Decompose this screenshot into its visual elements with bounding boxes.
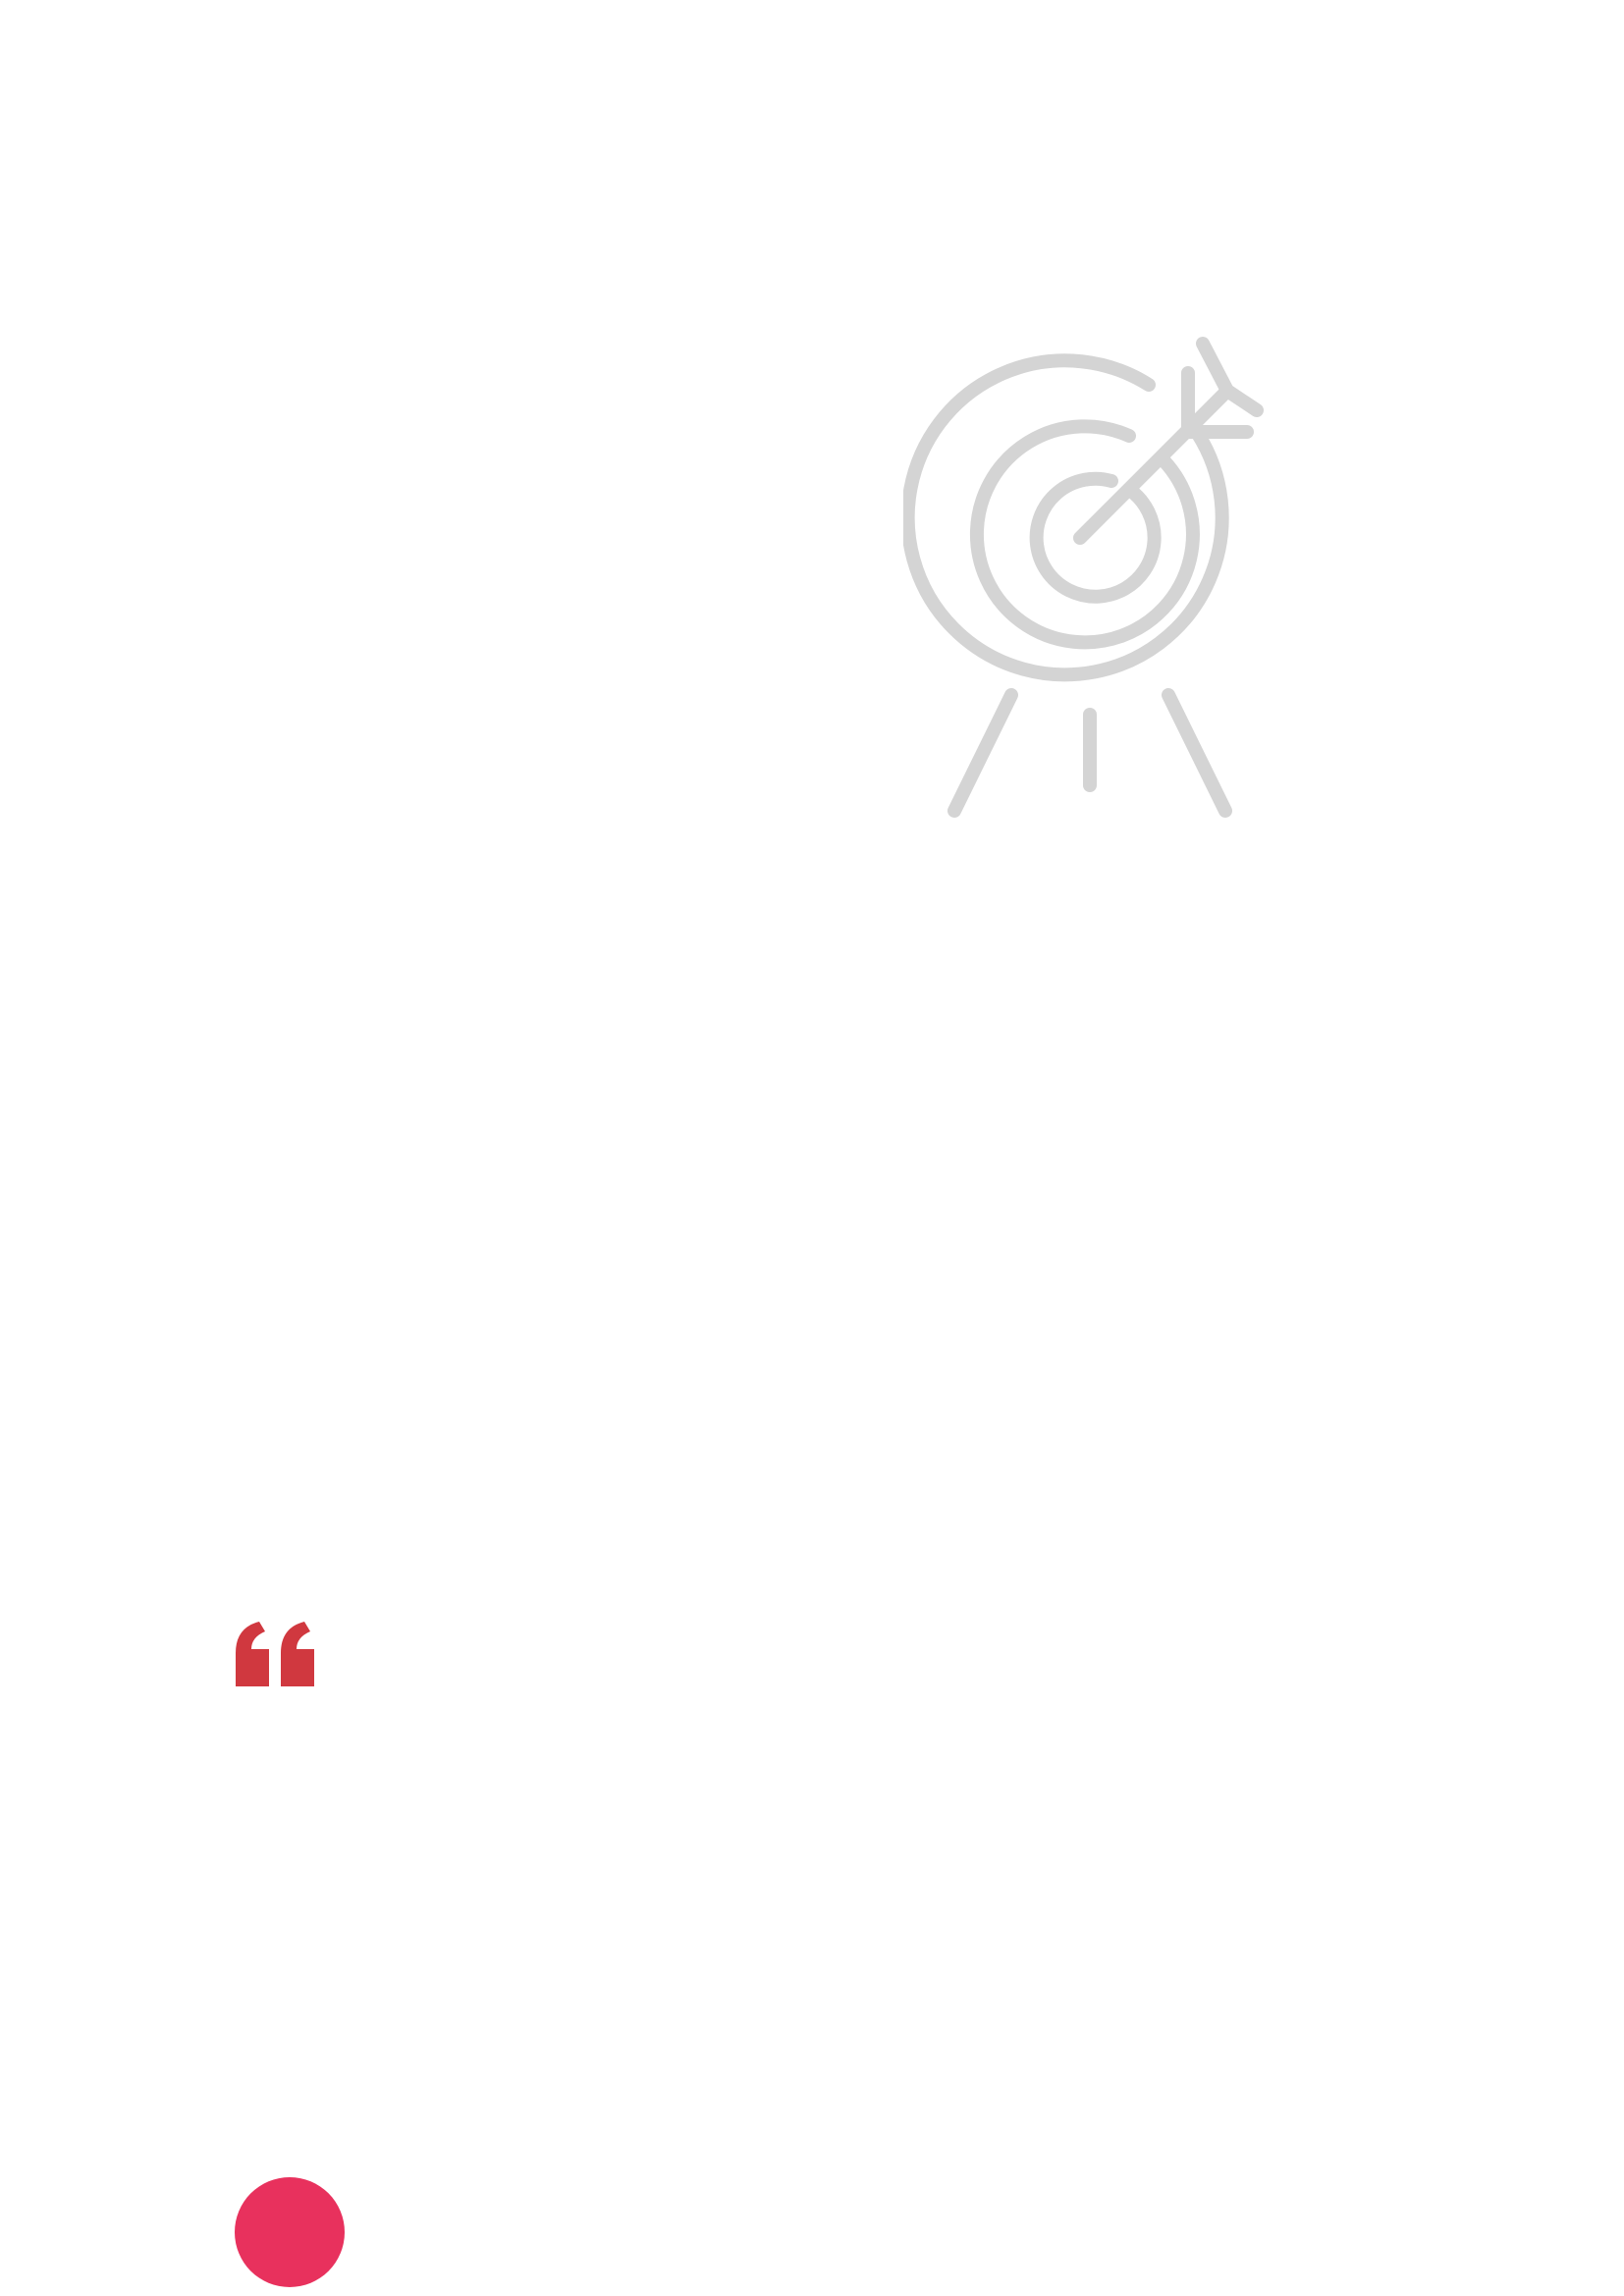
word-cloud — [285, 1021, 1345, 1512]
quote-mark-icon — [232, 1620, 320, 1688]
econsultancy-logo — [235, 2177, 345, 2287]
section-heading — [234, 155, 1412, 210]
target-arrow-icon — [903, 324, 1276, 825]
